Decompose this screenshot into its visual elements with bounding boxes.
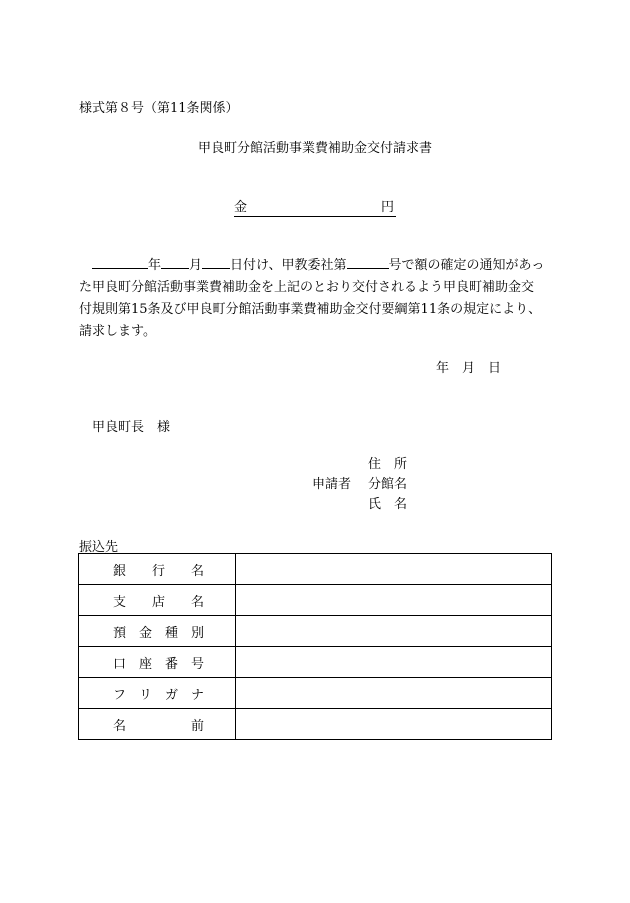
body-line-2: た甲良町分館活動事業費補助金を上記のとおり交付されるよう甲良町補助金交	[79, 280, 535, 295]
table-row	[79, 616, 552, 647]
branch-label: 分館名	[368, 477, 408, 492]
account-number-label: 口 座 番 号	[79, 647, 236, 678]
table-row	[79, 554, 552, 585]
request-body	[79, 255, 554, 343]
notice-number-blank[interactable]	[347, 255, 389, 269]
account-type-label: 預 金 種 別	[79, 616, 236, 647]
address-label: 住 所	[368, 457, 408, 472]
table-row	[79, 709, 552, 740]
document-title: 甲良町分館活動事業費補助金交付請求書	[197, 141, 432, 156]
day-blank[interactable]	[202, 255, 230, 269]
bank-name-label: 銀 行 名	[79, 554, 236, 585]
month-blank[interactable]	[161, 255, 189, 269]
bank-name-field[interactable]	[236, 554, 552, 585]
table-row	[79, 585, 552, 616]
bank-table	[78, 553, 552, 740]
name-label: 氏 名	[368, 497, 408, 512]
applicant-label: 申請者	[312, 477, 352, 492]
form-number: 様式第８号（第11条関係）	[79, 101, 239, 116]
amount-prefix: 金	[234, 200, 248, 215]
body-line-4: 請求します。	[79, 324, 156, 339]
addressee: 甲良町長 様	[92, 420, 171, 435]
applicant-block	[312, 455, 407, 515]
amount-suffix: 円	[380, 200, 394, 215]
holder-name-field[interactable]	[236, 709, 552, 740]
furigana-field[interactable]	[236, 678, 552, 709]
request-date: 年 月 日	[436, 361, 502, 376]
amount-line	[234, 196, 396, 217]
body-line-1	[79, 255, 554, 277]
branch-name-field[interactable]	[236, 585, 552, 616]
notice-ref-text: 日付け、甲教委社第	[230, 258, 347, 273]
holder-name-label: 名 前	[79, 709, 236, 740]
account-type-field[interactable]	[236, 616, 552, 647]
table-row	[79, 678, 552, 709]
year-blank[interactable]	[92, 255, 148, 269]
account-number-field[interactable]	[236, 647, 552, 678]
body-line-3: 付規則第15条及び甲良町分館活動事業費補助金交付要綱第11条の規定により、	[79, 302, 542, 317]
bank-heading: 振込先	[79, 540, 119, 555]
notice-continuation-text: 号で額の確定の通知があっ	[388, 258, 545, 273]
month-label: 月	[189, 258, 203, 273]
table-row	[79, 647, 552, 678]
branch-name-label: 支 店 名	[79, 585, 236, 616]
year-label: 年	[148, 258, 162, 273]
furigana-label: フ リ ガ ナ	[79, 678, 236, 709]
